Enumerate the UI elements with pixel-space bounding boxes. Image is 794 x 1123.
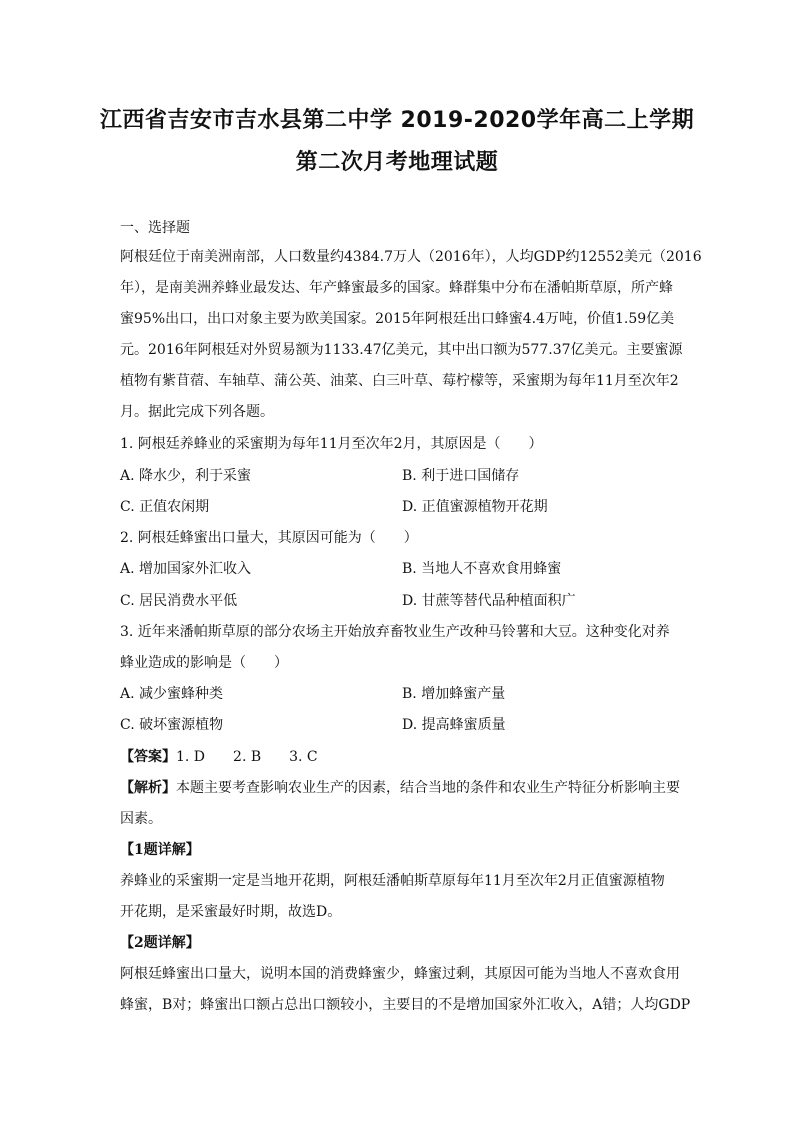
question-2-option-b: B. 当地人不喜欢食用蜂蜜: [402, 561, 562, 577]
analysis-line: [120, 779, 680, 797]
detail-1-label: 【1题详解】: [120, 842, 200, 858]
analysis-label: 【解析】: [120, 780, 176, 796]
question-2-option-d: D. 甘蔗等替代品种植面积广: [402, 593, 576, 609]
passage-line: 年），是南美洲养蜂业最发达、年产蜂蜜最多的国家。蜂群集中分布在潘帕斯草原，所产蜂: [120, 280, 673, 296]
question-1-stem: 1. 阿根廷养蜂业的采蜜期为每年11月至次年2月，其原因是（ ）: [120, 436, 543, 452]
detail-2-line: 蜂蜜，B对；蜂蜜出口额占总出口额较小，主要目的不是增加国家外汇收入，A错；人均GDP: [120, 997, 691, 1013]
answer-text: 1. D 2. B 3. C: [176, 749, 318, 765]
question-3-option-a: A. 减少蜜蜂种类: [120, 686, 224, 702]
question-1-option-b: B. 利于进口国储存: [402, 468, 520, 484]
detail-1-line: 养蜂业的采蜜期一定是当地开花期，阿根廷潘帕斯草原每年11月至次年2月正值蜜源植物: [120, 873, 665, 889]
passage-line: 蜜95%出口，出口对象主要为欧美国家。2015年阿根廷出口蜂蜜4.4万吨，价值1.59亿美: [120, 311, 675, 327]
passage-line: 植物有紫苜蓿、车轴草、蒲公英、油菜、白三叶草、莓柠檬等，采蜜期为每年11月至次年2: [120, 373, 679, 389]
question-3-stem-continued: 蜂业造成的影响是（ ）: [120, 655, 288, 671]
title-line-2: 第二次月考地理试题: [295, 150, 499, 175]
passage-line: 阿根廷位于南美洲南部，人口数量约4384.7万人（2016年），人均GDP约12552美元（2016: [120, 249, 702, 265]
analysis-line-2: 因素。: [120, 811, 162, 827]
passage-line: 月。据此完成下列各题。: [120, 404, 274, 420]
question-2-option-c: C. 居民消费水平低: [120, 593, 238, 609]
detail-2-label: 【2题详解】: [120, 935, 200, 951]
question-1-option-c: C. 正值农闲期: [120, 499, 210, 515]
question-2-option-a: A. 增加国家外汇收入: [120, 561, 252, 577]
question-3-option-b: B. 增加蜂蜜产量: [402, 686, 506, 702]
question-3-option-c: C. 破坏蜜源植物: [120, 717, 224, 733]
section-heading: 一、选择题: [120, 220, 190, 236]
question-3-option-d: D. 提高蜂蜜质量: [402, 717, 506, 733]
analysis-text: 本题主要考查影响农业生产的因素，结合当地的条件和农业生产特征分析影响主要: [176, 780, 680, 796]
title-line-1: 江西省吉安市吉水县第二中学 2019-2020学年高二上学期: [99, 108, 695, 133]
question-3-stem: 3. 近年来潘帕斯草原的部分农场主开始放弃畜牧业生产改种马铃薯和大豆。这种变化对养: [120, 624, 670, 640]
answer-line: [120, 748, 680, 766]
detail-1-line: 开花期，是采蜜最好时期，故选D。: [120, 904, 342, 920]
answer-label: 【答案】: [120, 749, 176, 765]
question-1-option-a: A. 降水少，利于采蜜: [120, 468, 252, 484]
passage-line: 元。2016年阿根廷对外贸易额为1133.47亿美元，其中出口额为577.37亿美元。主要蜜源: [120, 342, 683, 358]
detail-2-line: 阿根廷蜂蜜出口量大，说明本国的消费蜂蜜少，蜂蜜过剩，其原因可能为当地人不喜欢食用: [120, 966, 680, 982]
question-1-option-d: D. 正值蜜源植物开花期: [402, 499, 548, 515]
question-2-stem: 2. 阿根廷蜂蜜出口量大，其原因可能为（ ）: [120, 530, 418, 546]
